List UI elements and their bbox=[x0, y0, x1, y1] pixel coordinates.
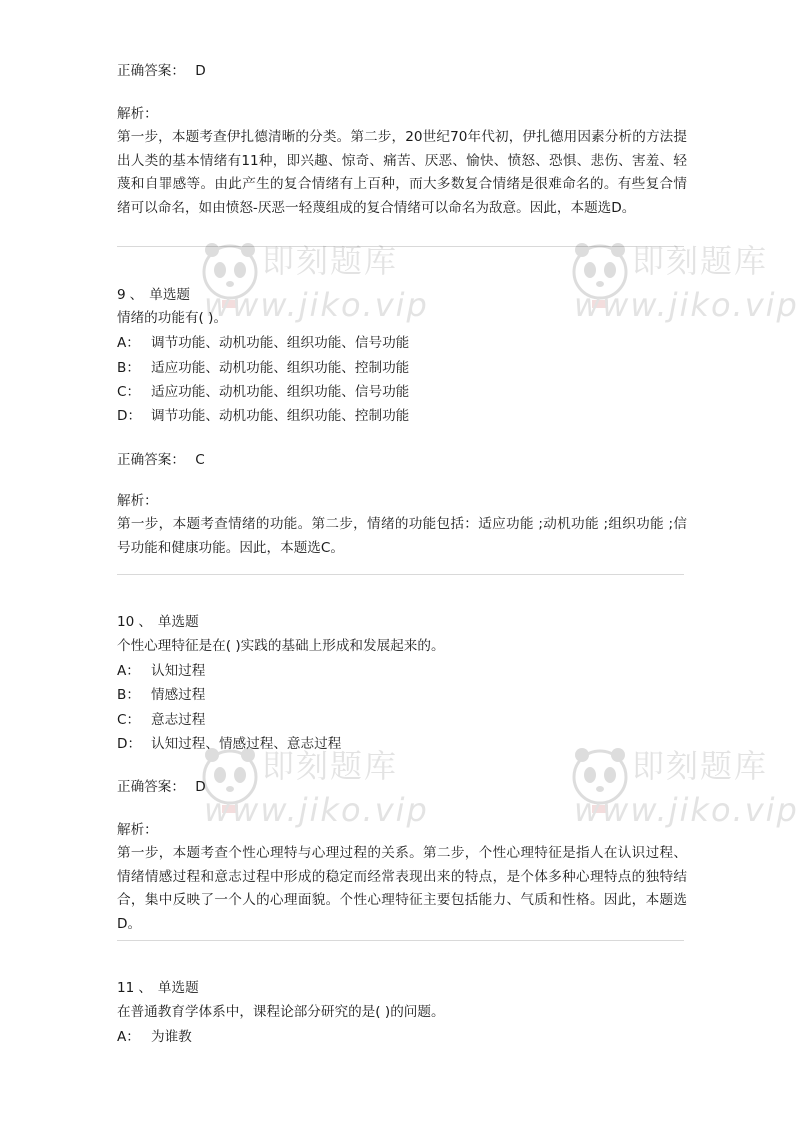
option-key: A： bbox=[117, 1029, 140, 1045]
option-text: 为谁教 bbox=[151, 1029, 192, 1045]
option-text: 意志过程 bbox=[151, 712, 206, 728]
option-a bbox=[117, 333, 409, 353]
question-type: 单选题 bbox=[157, 980, 199, 996]
answer-label: 正确答案： bbox=[117, 63, 185, 79]
watermark-url: www.jiko.vip bbox=[574, 791, 799, 829]
option-text: 调节功能、动机功能、组织功能、信号功能 bbox=[151, 335, 410, 351]
question-number: 9 bbox=[117, 287, 126, 303]
watermark-name: 即刻题库 bbox=[632, 747, 769, 785]
question-header bbox=[117, 285, 190, 305]
question-stem: 个性心理特征是在( )实践的基础上形成和发展起来的。 bbox=[117, 638, 445, 654]
option-a bbox=[117, 1027, 192, 1047]
option-text: 情感过程 bbox=[151, 687, 206, 703]
option-d bbox=[117, 734, 341, 754]
option-c bbox=[117, 710, 205, 730]
option-b bbox=[117, 685, 205, 705]
analysis-label: 解析： bbox=[117, 493, 158, 509]
option-key: B： bbox=[117, 687, 140, 703]
answer-label: 正确答案： bbox=[117, 452, 185, 468]
watermark-name: 即刻题库 bbox=[262, 242, 399, 280]
question-stem: 情绪的功能有( )。 bbox=[117, 310, 228, 326]
option-text: 认知过程 bbox=[151, 663, 206, 679]
analysis-label: 解析： bbox=[117, 106, 158, 122]
question-header bbox=[117, 978, 199, 998]
option-key: A： bbox=[117, 335, 140, 351]
analysis-text: 第一步，本题考查伊扎德清晰的分类。第二步，20世纪70年代初，伊扎德用因素分析的方法提出人类的基本情绪有11种，即兴趣、惊奇、痛苦、厌恶、愉快、愤怒、恐惧、悲伤、害羞、轻蔑和自罪感等。由此产生的复合情绪有上百种，而大多数复合情绪是很难命名的。有些复合情绪可以命名，如由愤怒-厌恶一轻蔑组成的复合情绪可以命名为敌意。因此，本题选D。 bbox=[117, 129, 687, 216]
panda-logo-icon bbox=[200, 745, 260, 815]
answer-label: 正确答案： bbox=[117, 779, 185, 795]
option-key: B： bbox=[117, 360, 140, 376]
panda-logo-icon bbox=[200, 240, 260, 310]
analysis-label: 解析： bbox=[117, 822, 158, 838]
question-separator: 、 bbox=[138, 614, 152, 630]
question-separator: 、 bbox=[129, 287, 144, 303]
question-number: 11 bbox=[117, 980, 135, 996]
watermark-url: www.jiko.vip bbox=[574, 286, 799, 324]
option-text: 调节功能、动机功能、组织功能、控制功能 bbox=[151, 408, 410, 424]
question-divider bbox=[117, 246, 684, 247]
watermark bbox=[570, 745, 799, 855]
watermark-url: www.jiko.vip bbox=[204, 791, 429, 829]
option-a bbox=[117, 661, 205, 681]
option-text: 认知过程、情感过程、意志过程 bbox=[151, 736, 342, 752]
question-separator: 、 bbox=[138, 980, 152, 996]
question-divider bbox=[117, 574, 684, 575]
panda-logo-icon bbox=[570, 240, 630, 310]
option-key: A： bbox=[117, 663, 140, 679]
question-divider bbox=[117, 940, 684, 941]
panda-logo-icon bbox=[570, 745, 630, 815]
analysis-text: 第一步，本题考查情绪的功能。第二步，情绪的功能包括：适应功能 ;动机功能 ;组织功能 ;信号功能和健康功能。因此，本题选C。 bbox=[117, 516, 687, 556]
question-stem: 在普通教育学体系中，课程论部分研究的是( )的问题。 bbox=[117, 1004, 445, 1020]
answer-value: D bbox=[195, 63, 206, 79]
answer-line bbox=[117, 61, 206, 81]
answer-line bbox=[117, 777, 206, 797]
option-text: 适应功能、动机功能、组织功能、信号功能 bbox=[151, 384, 410, 400]
option-d bbox=[117, 406, 409, 426]
watermark-url: www.jiko.vip bbox=[204, 286, 429, 324]
question-type: 单选题 bbox=[149, 287, 191, 303]
answer-value: C bbox=[195, 452, 205, 468]
watermark bbox=[570, 240, 799, 350]
option-key: C： bbox=[117, 384, 141, 400]
answer-value: D bbox=[195, 779, 206, 795]
watermark bbox=[200, 745, 470, 855]
watermark-name: 即刻题库 bbox=[632, 242, 769, 280]
question-type: 单选题 bbox=[157, 614, 199, 630]
question-number: 10 bbox=[117, 614, 135, 630]
option-b bbox=[117, 358, 409, 378]
option-text: 适应功能、动机功能、组织功能、控制功能 bbox=[151, 360, 410, 376]
watermark-name: 即刻题库 bbox=[262, 747, 399, 785]
option-key: D： bbox=[117, 736, 142, 752]
answer-line bbox=[117, 450, 205, 470]
option-key: C： bbox=[117, 712, 141, 728]
option-key: D： bbox=[117, 408, 142, 424]
analysis-text: 第一步，本题考查个性心理特与心理过程的关系。第二步，个性心理特征是指人在认识过程、情绪情感过程和意志过程中形成的稳定而经常表现出来的特点，是个体多种心理特点的独特结合，集中反映了一个人的心理面貌。个性心理特征主要包括能力、气质和性格。因此，本题选D。 bbox=[117, 845, 687, 932]
option-c bbox=[117, 382, 409, 402]
question-header bbox=[117, 612, 199, 632]
